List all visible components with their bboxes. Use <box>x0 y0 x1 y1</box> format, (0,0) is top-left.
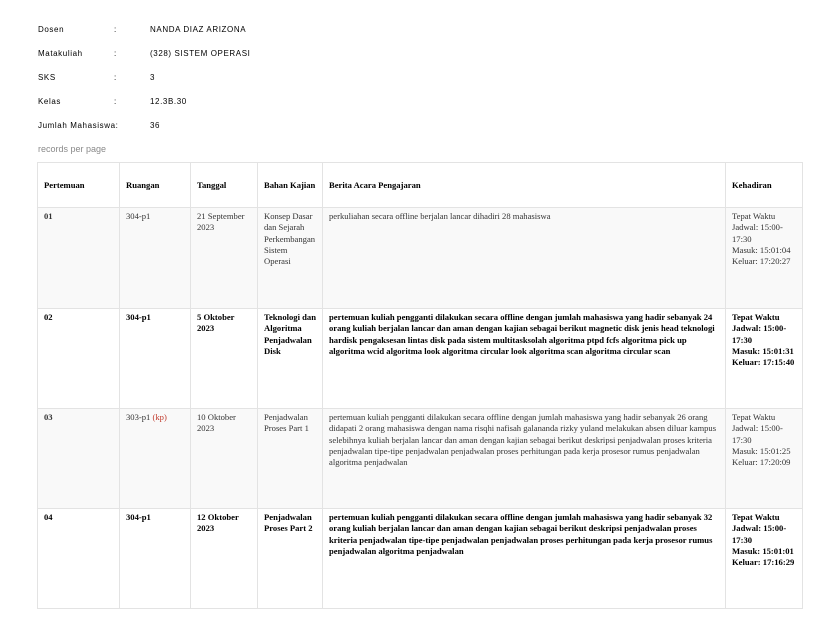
attendance-masuk: Masuk: 15:01:04 <box>732 244 791 255</box>
cell-pertemuan: 01 <box>38 208 120 309</box>
table-row <box>38 309 803 409</box>
info-value: 12.3B.30 <box>150 97 187 106</box>
cell-berita-acara: pertemuan kuliah pengganti dilakukan secara offline dengan jumlah mahasiswa yang hadir sebanyak 26 orang didapati 2 orang mahasiswa dengan nama risqhi nafisah galananda rizky yuland melakukan absen diluar kampus selebihnya kuliah berjalan lancar dan aman dengan kajian sebagai berikut deskripsi penjadwalan proses kriteria penjadwalan tipe-tipe penjadwalan penjadwalan proses perhitungan pada kerja prosesor rumus penjadwalan algoritma penjadwalan <box>323 409 726 509</box>
info-colon: : <box>114 25 117 34</box>
info-value: (328) SISTEM OPERASI <box>150 49 251 58</box>
cell-bahan-kajian: Teknologi dan Algoritma Penjadwalan Disk <box>258 309 323 409</box>
room-code: 304-p1 <box>126 312 151 322</box>
header-kehadiran: Kehadiran <box>726 163 803 208</box>
attendance-status: Tepat Waktu <box>732 211 776 221</box>
cell-berita-acara: pertemuan kuliah pengganti dilakukan secara offline dengan jumlah mahasiswa yang hadir sebanyak 24 orang kuliah berjalan lancar dan aman dengan kajian sebagai berikut magnetic disk jenis head teknologi hardisk pengaksesan lintas disk pada sistem multitasksolah algoritma ptpd fcfs algoritma pick up algoritma wcid algoritma look algoritma circular look algoritma scan algoritma circular scan <box>323 309 726 409</box>
attendance-jadwal: Jadwal: 15:00-17:30 <box>732 323 787 345</box>
info-colon: : <box>114 49 117 58</box>
room-code: 304-p1 <box>126 512 151 522</box>
berita-acara-table <box>37 162 803 609</box>
info-value: NANDA DIAZ ARIZONA <box>150 25 247 34</box>
cell-tanggal: 5 Oktober 2023 <box>191 309 258 409</box>
info-label: Kelas <box>38 97 62 106</box>
cell-ruangan <box>120 309 191 409</box>
cell-ruangan <box>120 208 191 309</box>
cell-berita-acara: perkuliahan secara offline berjalan lancar dihadiri 28 mahasiswa <box>323 208 726 309</box>
header-bahan-kajian: Bahan Kajian <box>258 163 323 208</box>
attendance-jadwal: Jadwal: 15:00-17:30 <box>732 222 783 244</box>
cell-pertemuan: 03 <box>38 409 120 509</box>
cell-tanggal: 10 Oktober 2023 <box>191 409 258 509</box>
info-label: SKS <box>38 73 56 82</box>
attendance-keluar: Keluar: 17:16:29 <box>732 557 795 568</box>
cell-kehadiran <box>726 409 803 509</box>
attendance-masuk: Masuk: 15:01:25 <box>732 445 791 456</box>
attendance-jadwal: Jadwal: 15:00-17:30 <box>732 523 787 545</box>
header-tanggal: Tanggal <box>191 163 258 208</box>
cell-pertemuan: 02 <box>38 309 120 409</box>
attendance-keluar: Keluar: 17:20:09 <box>732 457 791 468</box>
cell-bahan-kajian: Penjadwalan Proses Part 2 <box>258 509 323 609</box>
cell-tanggal: 21 September 2023 <box>191 208 258 309</box>
table-row <box>38 509 803 609</box>
cell-berita-acara: pertemuan kuliah pengganti dilakukan secara offline dengan jumlah mahasiswa yang hadir sebanyak 32 orang kuliah berjalan lancar dan aman dengan kajian sebagai berikut deskripsi penjadwalan proses kriteria penjadwalan tipe-tipe penjadwalan penjadwalan proses perhitungan pada kerja prosesor rumus penjadwalan algoritma penjadwalan <box>323 509 726 609</box>
attendance-status: Tepat Waktu <box>732 412 776 422</box>
records-per-page-label: records per page <box>38 144 107 154</box>
header-ruangan: Ruangan <box>120 163 191 208</box>
info-value: 3 <box>150 73 156 82</box>
table-header-row <box>38 163 803 208</box>
attendance-masuk: Masuk: 15:01:31 <box>732 345 794 356</box>
info-label: Jumlah Mahasiswa: <box>38 121 119 130</box>
room-code: 304-p1 <box>126 211 151 221</box>
cell-kehadiran <box>726 509 803 609</box>
cell-tanggal: 12 Oktober 2023 <box>191 509 258 609</box>
info-colon: : <box>114 97 117 106</box>
cell-bahan-kajian: Konsep Dasar dan Sejarah Perkembangan Sistem Operasi <box>258 208 323 309</box>
cell-bahan-kajian: Penjadwalan Proses Part 1 <box>258 409 323 509</box>
info-colon: : <box>114 73 117 82</box>
attendance-keluar: Keluar: 17:15:40 <box>732 357 795 368</box>
header-pertemuan: Pertemuan <box>38 163 120 208</box>
kp-tag: (kp) <box>152 412 167 422</box>
room-code: 303-p1 <box>126 412 151 422</box>
info-label: Matakuliah <box>38 49 83 58</box>
attendance-jadwal: Jadwal: 15:00-17:30 <box>732 423 783 445</box>
cell-kehadiran <box>726 309 803 409</box>
info-value: 36 <box>150 121 161 130</box>
cell-kehadiran <box>726 208 803 309</box>
cell-ruangan <box>120 509 191 609</box>
attendance-status: Tepat Waktu <box>732 512 780 522</box>
cell-ruangan <box>120 409 191 509</box>
attendance-keluar: Keluar: 17:20:27 <box>732 256 791 267</box>
attendance-masuk: Masuk: 15:01:01 <box>732 545 794 556</box>
cell-pertemuan: 04 <box>38 509 120 609</box>
header-berita-acara: Berita Acara Pengajaran <box>323 163 726 208</box>
table-row <box>38 409 803 509</box>
info-label: Dosen <box>38 25 65 34</box>
attendance-status: Tepat Waktu <box>732 312 780 322</box>
table-row <box>38 208 803 309</box>
